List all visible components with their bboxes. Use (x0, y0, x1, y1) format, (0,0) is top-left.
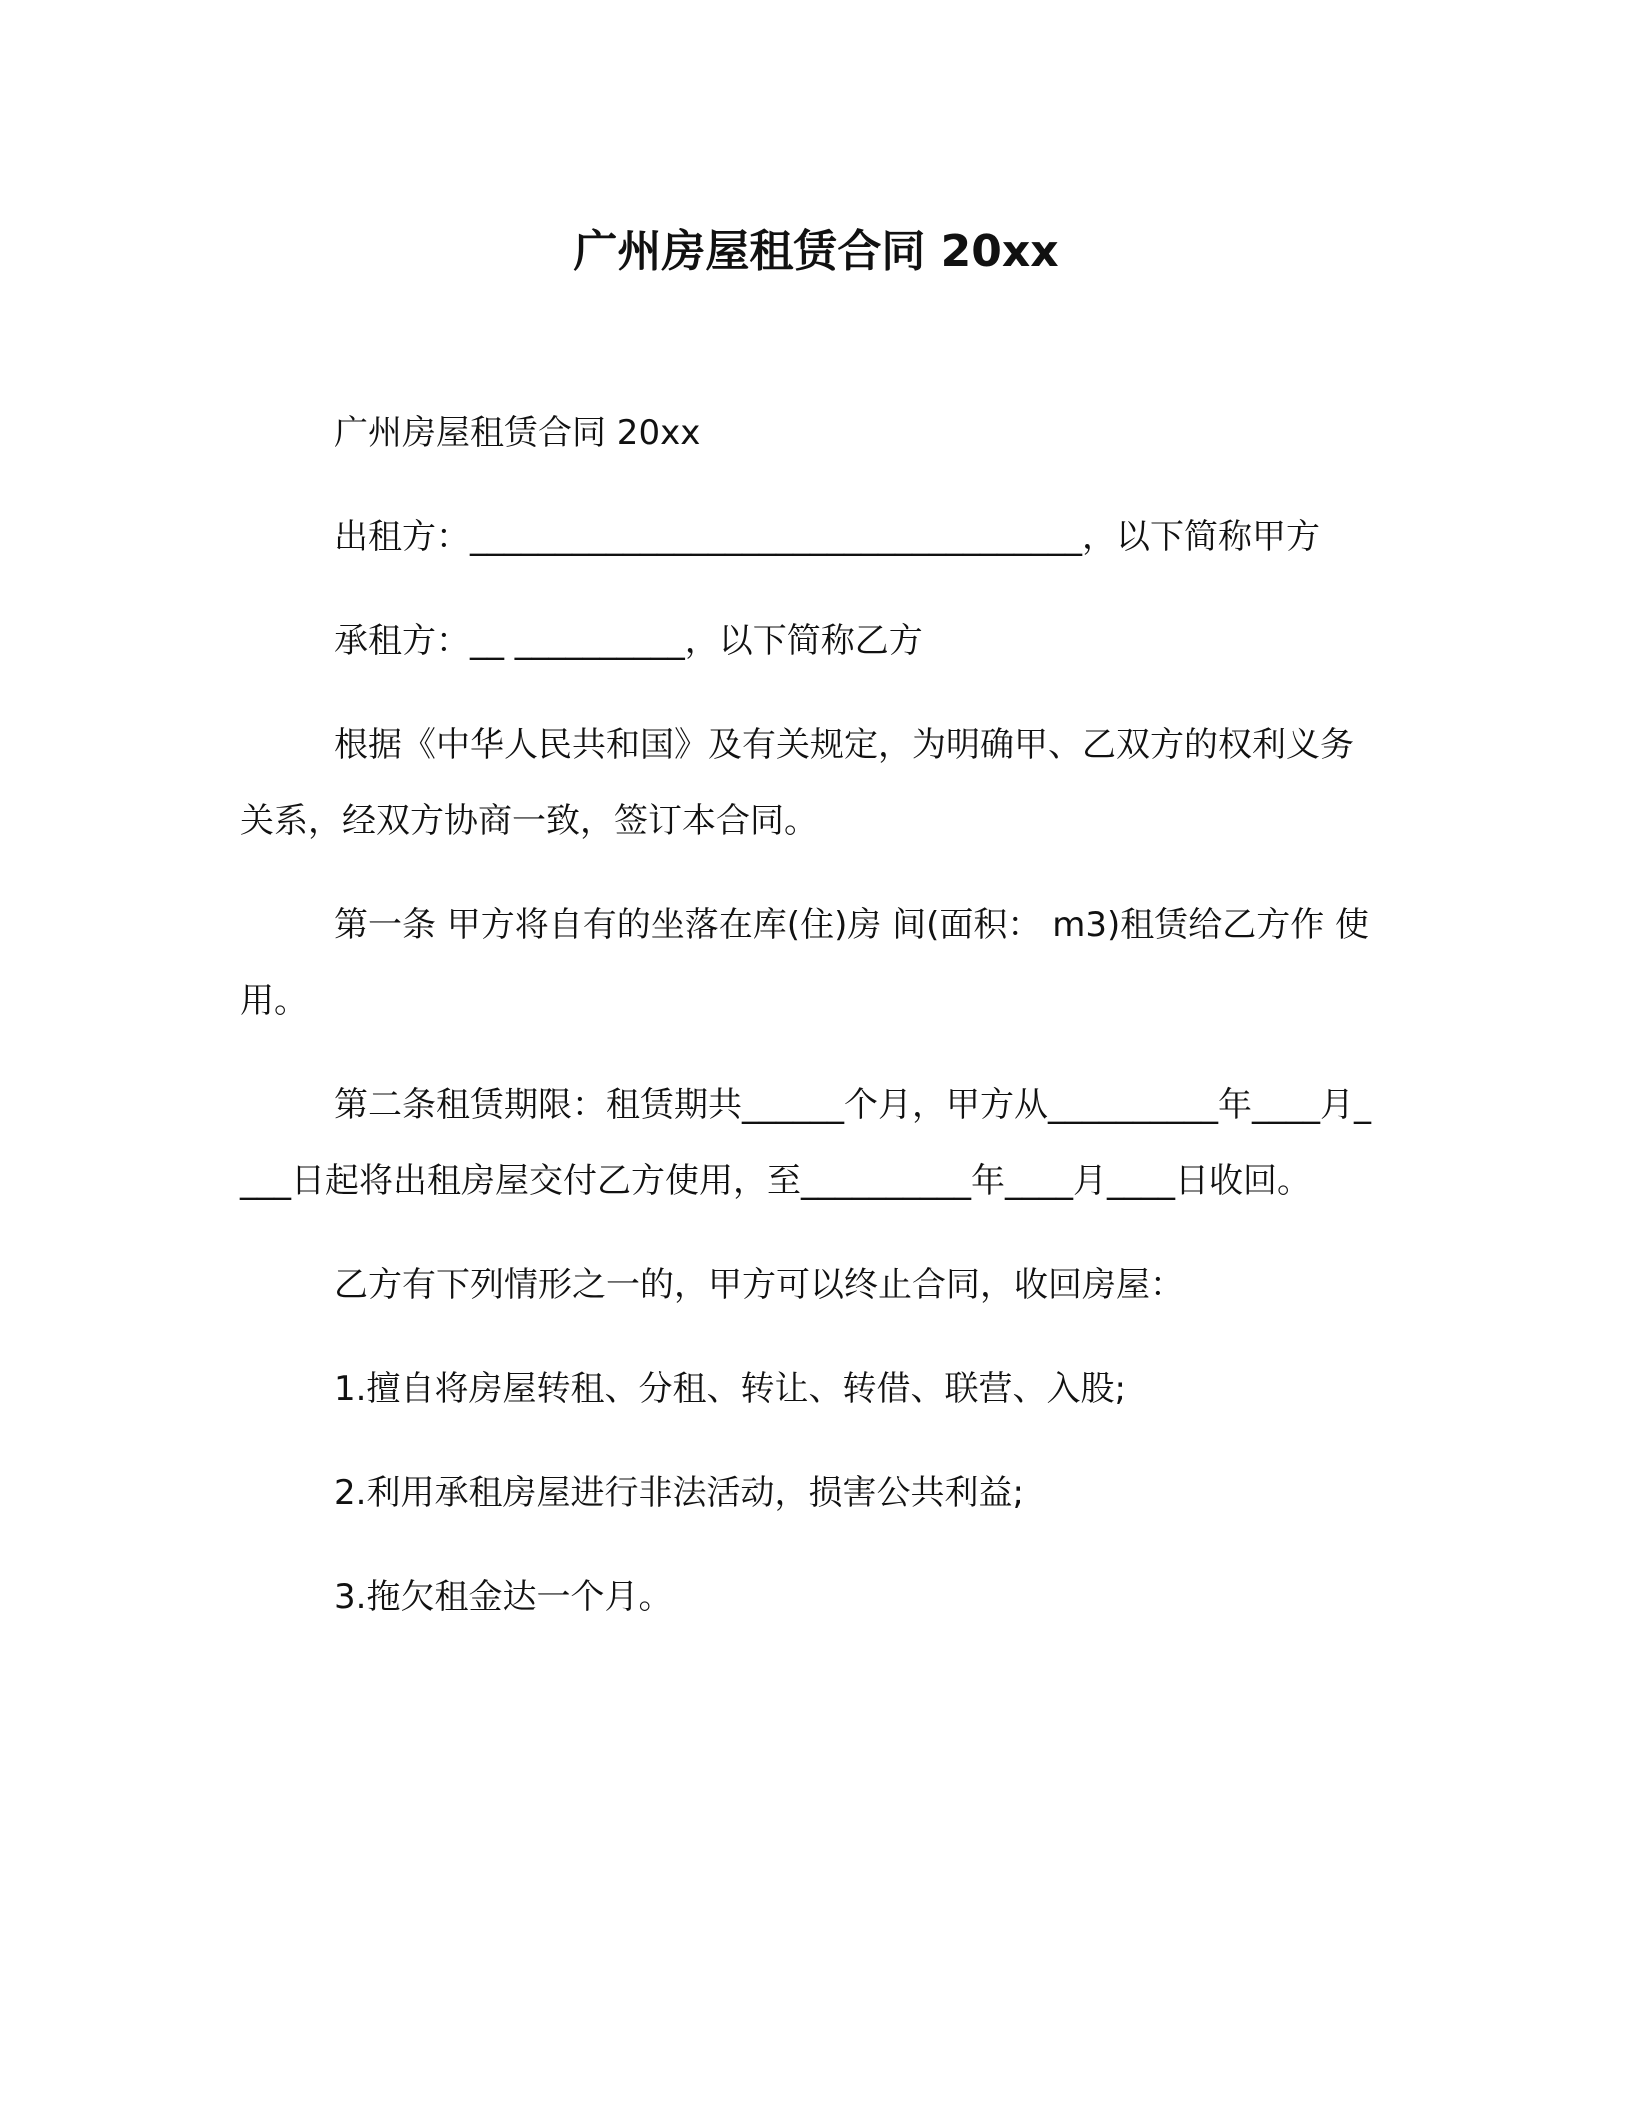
paragraph-basis: 根据《中华人民共和国》及有关规定，为明确甲、乙双方的权利义务关系，经双方协商一致，签订本合同。 (240, 725, 1354, 841)
list-item-2: 2.利用承租房屋进行非法活动，损害公共利益; (334, 1473, 1024, 1513)
paragraph-lessor: 出租方：____________________________________，以下简称甲方 (334, 517, 1320, 557)
document-title: 广州房屋租赁合同 20xx (573, 226, 1059, 277)
list-item-3: 3.拖欠租金达一个月。 (334, 1577, 673, 1617)
paragraph-termination: 乙方有下列情形之一的，甲方可以终止合同，收回房屋： (334, 1265, 1184, 1305)
document-body (240, 395, 1380, 1663)
paragraph-article-1: 第一条 甲方将自有的坐落在库(住)房 间(面积： m3)租赁给乙方作 使用。 (240, 905, 1370, 1021)
paragraph-subtitle: 广州房屋租赁合同 20xx (334, 413, 701, 453)
paragraph-article-2: 第二条租赁期限：租赁期共______个月，甲方从__________年____月____日起将出租房屋交付乙方使用，至__________年____月____日收回。 (240, 1085, 1371, 1201)
list-item-1: 1.擅自将房屋转租、分租、转让、转借、联营、入股; (334, 1369, 1126, 1409)
paragraph-lessee: 承租方：__ __________，以下简称乙方 (334, 621, 923, 661)
